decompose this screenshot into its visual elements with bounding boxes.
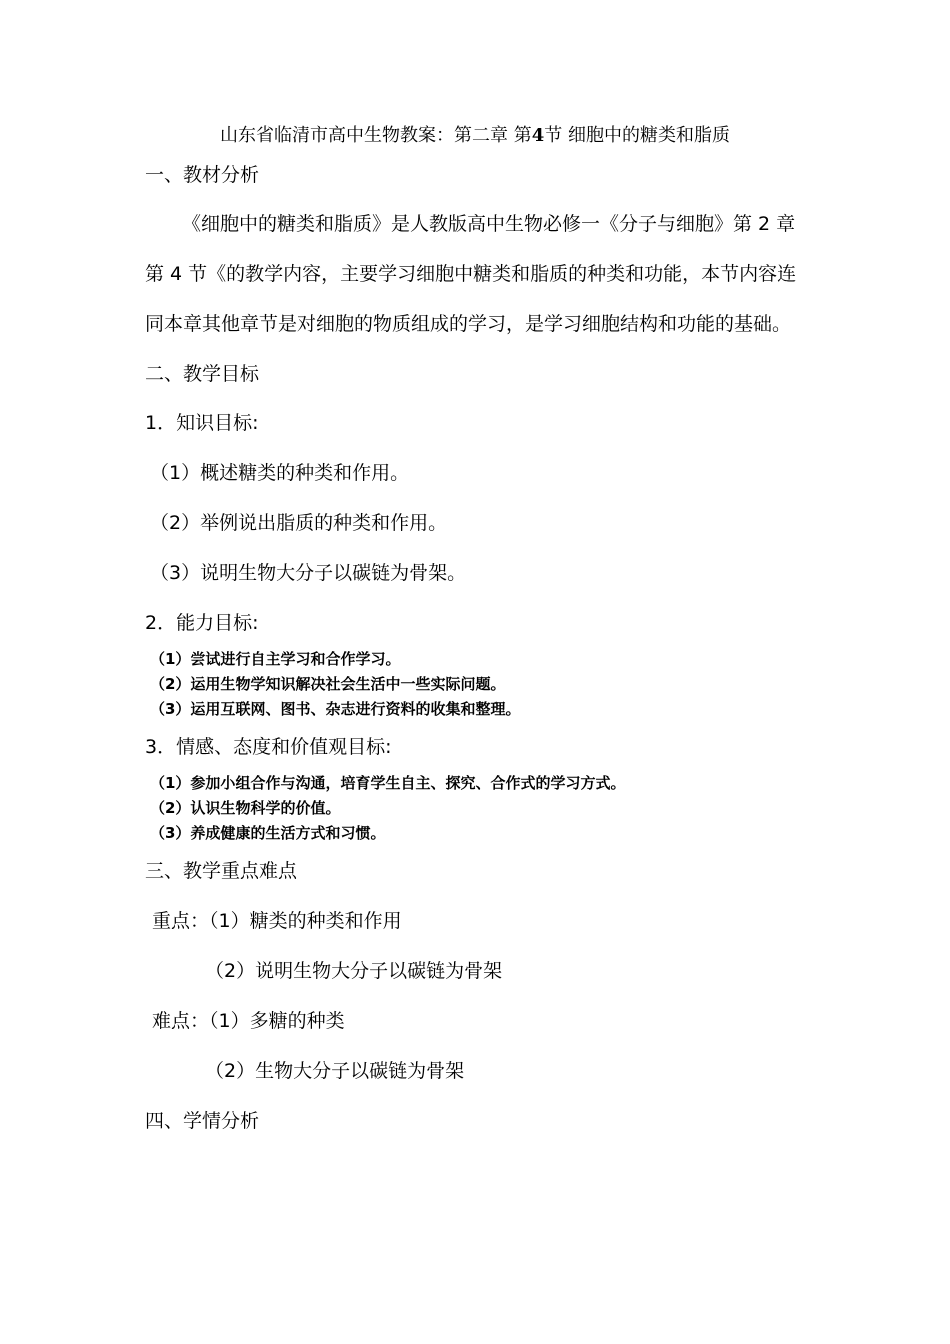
list-item: （1）参加小组合作与沟通，培育学生自主、探究、合作式的学习方式。 — [150, 774, 626, 792]
difficult-point-line: （2）生物大分子以碳链为骨架 — [205, 1060, 465, 1082]
section-heading-key-difficult-points: 三、教学重点难点 — [145, 860, 298, 882]
paragraph-line: 同本章其他章节是对细胞的物质组成的学习，是学习细胞结构和功能的基础。 — [145, 313, 792, 335]
list-item: （1）尝试进行自主学习和合作学习。 — [150, 650, 401, 668]
section-heading-textbook-analysis: 一、教材分析 — [145, 164, 260, 186]
list-item: （3）运用互联网、图书、杂志进行资料的收集和整理。 — [150, 700, 521, 718]
section-heading-learner-analysis: 四、学情分析 — [145, 1110, 260, 1132]
subheading-ability-goals: 2．能力目标: — [145, 612, 259, 634]
list-item: （2）举例说出脂质的种类和作用。 — [150, 512, 448, 534]
section-heading-teaching-goals: 二、教学目标 — [145, 363, 260, 385]
key-point-line: （2）说明生物大分子以碳链为骨架 — [205, 960, 503, 982]
list-item: （2）运用生物学知识解决社会生活中一些实际问题。 — [150, 675, 506, 693]
title-suffix: 节 细胞中的糖类和脂质 — [544, 125, 730, 146]
subheading-emotion-goals: 3．情感、态度和价值观目标: — [145, 736, 392, 758]
difficult-point-line: 难点：（1）多糖的种类 — [152, 1010, 345, 1032]
paragraph-line: 《细胞中的糖类和脂质》是人教版高中生物必修一《分子与细胞》第 2 章 — [182, 213, 796, 235]
title-number: 4 — [531, 125, 545, 146]
list-item: （3）说明生物大分子以碳链为骨架。 — [150, 562, 467, 584]
document-title — [0, 127, 950, 145]
list-item: （1）概述糖类的种类和作用。 — [150, 462, 410, 484]
title-prefix: 山东省临清市高中生物教案：第二章 第 — [220, 125, 532, 146]
subheading-knowledge-goals: 1．知识目标: — [145, 412, 259, 434]
list-item: （3）养成健康的生活方式和习惯。 — [150, 824, 386, 842]
list-item: （2）认识生物科学的价值。 — [150, 799, 341, 817]
paragraph-line: 第 4 节《的教学内容，主要学习细胞中糖类和脂质的种类和功能，本节内容连 — [145, 263, 797, 285]
key-point-line: 重点：（1）糖类的种类和作用 — [152, 910, 402, 932]
